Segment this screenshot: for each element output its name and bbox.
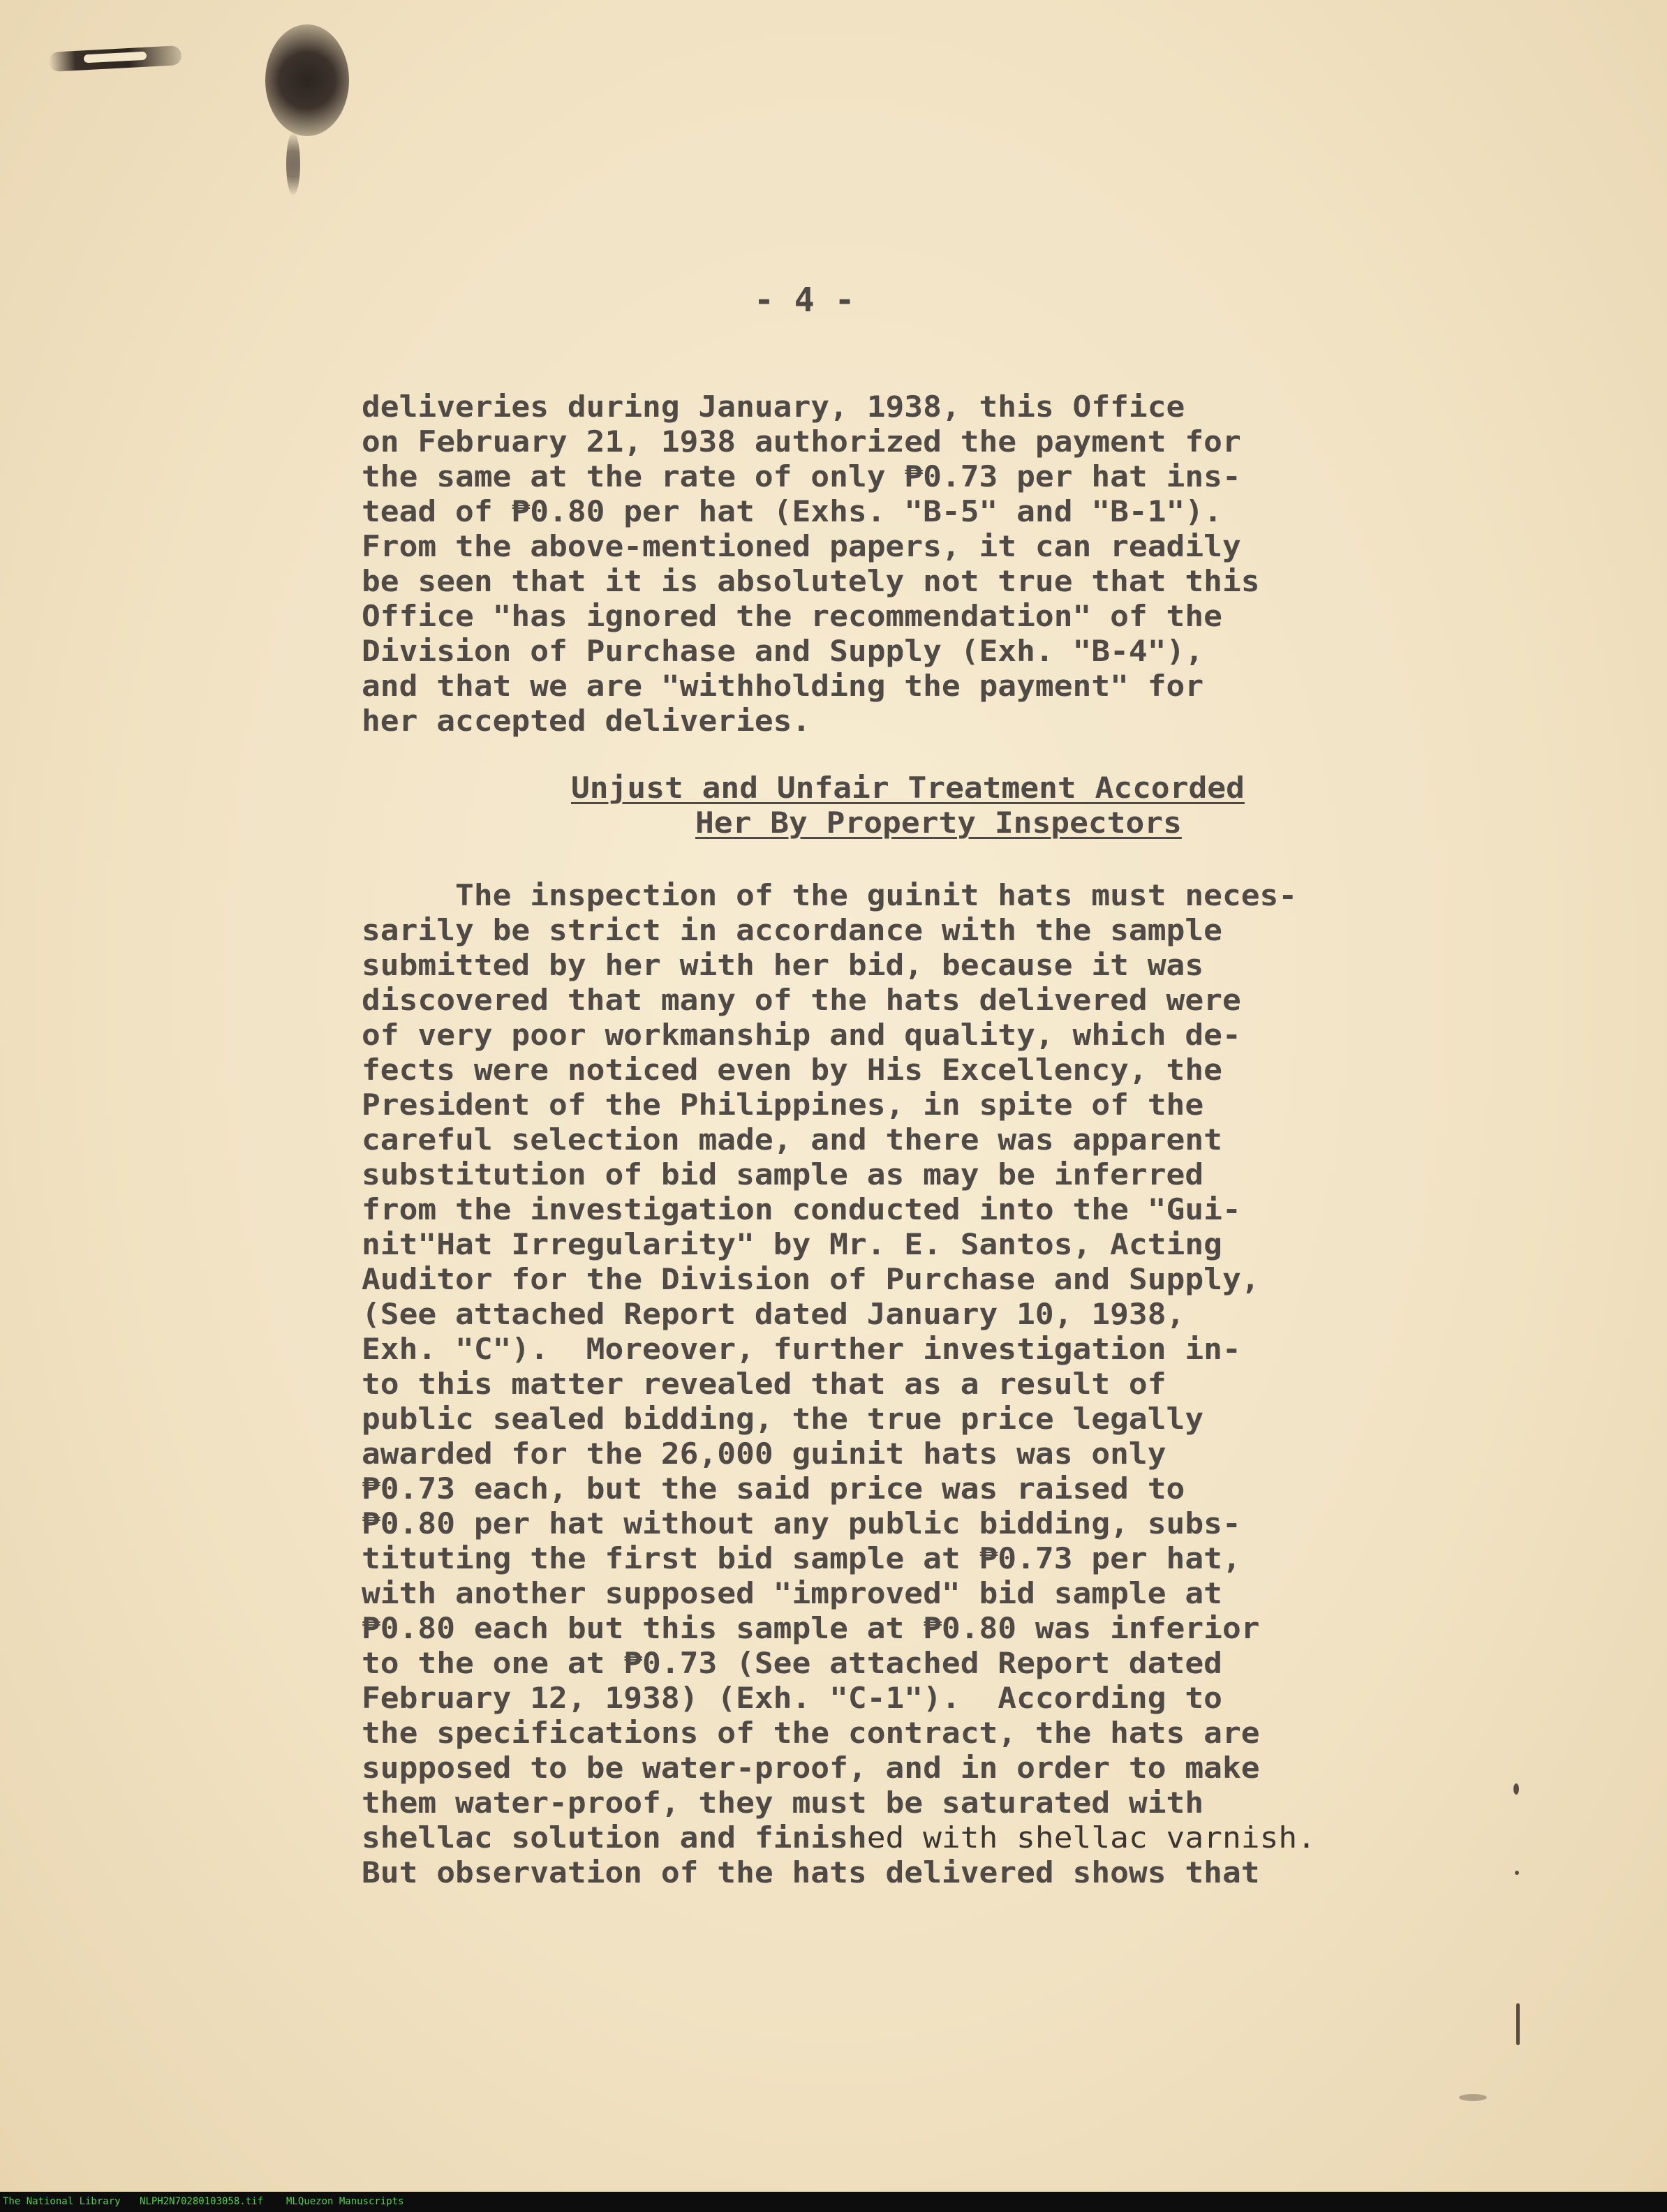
footer-library: The National Library	[3, 2196, 121, 2207]
text-line: ₱0.80 per hat without any public bidding, subs-	[362, 1506, 1241, 1541]
text-line: tead of ₱0.80 per hat (Exhs. "B-5" and "B-1").	[362, 494, 1222, 528]
text-line: from the investigation conducted into the "Gui-	[362, 1192, 1241, 1226]
text-line: fects were noticed even by His Excellency, the	[362, 1053, 1222, 1087]
page-number: - 4 -	[754, 281, 855, 320]
text-line: them water-proof, they must be saturated with	[362, 1786, 1204, 1820]
text-line: ₱0.80 each but this sample at ₱0.80 was inferior	[362, 1611, 1260, 1645]
text-line: submitted by her with her bid, because it was	[362, 948, 1204, 982]
text-line: discovered that many of the hats delivered were	[362, 983, 1241, 1017]
text-line: awarded for the 26,000 guinit hats was only	[362, 1437, 1166, 1471]
text-line: February 12, 1938) (Exh. "C-1"). According to	[362, 1681, 1222, 1715]
heading-line: Unjust and Unfair Treatment Accorded	[571, 771, 1245, 805]
text-line: her accepted deliveries.	[362, 704, 811, 738]
text-line: sarily be strict in accordance with the sample	[362, 913, 1222, 947]
text-line: and that we are "withholding the payment" for	[362, 669, 1204, 703]
text-line: President of the Philippines, in spite of the	[362, 1088, 1204, 1122]
text-line: careful selection made, and there was apparent	[362, 1122, 1222, 1157]
text-line: tituting the first bid sample at ₱0.73 per hat,	[362, 1541, 1241, 1575]
ink-drip	[286, 133, 300, 195]
text-line: ₱0.73 each, but the said price was raised to	[362, 1471, 1185, 1506]
retyped-correction: ed with shellac varnish.	[866, 1820, 1316, 1855]
paper-speck	[1515, 1871, 1519, 1875]
ink-blot	[265, 24, 349, 136]
text-line: Office "has ignored the recommendation" of the	[362, 599, 1222, 633]
footer-file-name: NLPH2N70280103058.tif	[140, 2196, 264, 2207]
text-line: on February 21, 1938 authorized the payment for	[362, 424, 1241, 459]
heading-line: Her By Property Inspectors	[695, 806, 1182, 840]
text-line: of very poor workmanship and quality, which de-	[362, 1018, 1241, 1052]
text-line: supposed to be water-proof, and in order to make	[362, 1751, 1260, 1785]
text-line: Division of Purchase and Supply (Exh. "B-4"),	[362, 634, 1204, 668]
archive-footer	[0, 2192, 1667, 2212]
text-line: Exh. "C"). Moreover, further investigation in-	[362, 1332, 1241, 1366]
footer-collection: MLQuezon Manuscripts	[286, 2196, 404, 2207]
text-line: to this matter revealed that as a result of	[362, 1367, 1166, 1401]
text-line: the same at the rate of only ₱0.73 per hat ins-	[362, 459, 1241, 493]
text-line: public sealed bidding, the true price legally	[362, 1402, 1204, 1436]
text-line: substitution of bid sample as may be inferred	[362, 1157, 1204, 1192]
paper-speck	[1459, 2094, 1487, 2101]
paper-speck	[1516, 2003, 1520, 2045]
paper-speck	[1513, 1783, 1519, 1795]
text-line: be seen that it is absolutely not true that this	[362, 564, 1260, 598]
text-line: (See attached Report dated January 10, 1938,	[362, 1297, 1185, 1331]
text-line: But observation of the hats delivered shows that	[362, 1855, 1260, 1890]
text-line: the specifications of the contract, the hats are	[362, 1716, 1260, 1750]
text-line: From the above-mentioned papers, it can readily	[362, 529, 1241, 563]
text-line-with-correction	[362, 1820, 1316, 1855]
text-line: The inspection of the guinit hats must neces-	[362, 878, 1298, 912]
text-line: with another supposed "improved" bid sample at	[362, 1576, 1222, 1610]
typed-text: shellac solution and finish	[362, 1820, 867, 1855]
text-line: Auditor for the Division of Purchase and Supply,	[362, 1262, 1260, 1296]
text-line: to the one at ₱0.73 (See attached Report dated	[362, 1646, 1222, 1680]
text-line: nit"Hat Irregularity" by Mr. E. Santos, Acting	[362, 1227, 1222, 1261]
text-line: deliveries during January, 1938, this Office	[362, 389, 1185, 424]
